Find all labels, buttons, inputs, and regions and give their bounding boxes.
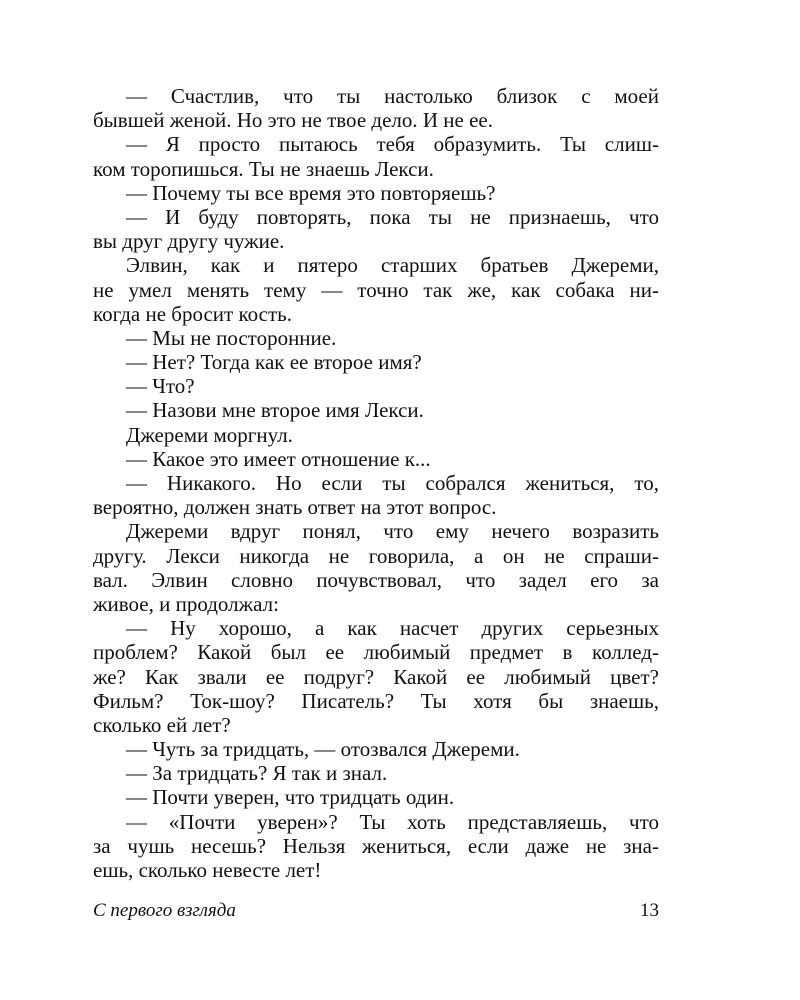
text-line: — И буду повторять, пока ты не признаешь, что — [126, 204, 659, 229]
text-line: — «Почти уверен»? Ты хоть представляешь, что — [126, 809, 659, 834]
text-line: — Какое это имеет отношение к... — [126, 446, 431, 471]
text-line: проблем? Какой был ее любимый предмет в коллед- — [93, 640, 659, 665]
text-line: — Никакого. Но если ты собрался жениться, то, — [126, 471, 659, 495]
text-line: — Почему ты все время это повторяешь? — [126, 180, 496, 205]
text-line: Элвин, как и пятеро старших братьев Джереми, — [126, 253, 659, 278]
text-line: — Я просто пытаюсь тебя образумить. Ты слиш- — [126, 132, 659, 157]
page-number: 13 — [640, 900, 659, 921]
text-line: же? Как звали ее подруг? Какой ее любимый цвет? — [93, 664, 659, 689]
text-line: Джереми моргнул. — [126, 422, 293, 447]
page-footer — [93, 898, 659, 924]
text-line: — Почти уверен, что тридцать один. — [126, 785, 455, 810]
text-line: живое, и продолжал: — [93, 591, 279, 616]
text-line: вал. Элвин словно почувствовал, что задел его за — [93, 567, 659, 592]
text-line: ешь, сколько невесте лет! — [93, 858, 322, 882]
text-line: когда не бросит кость. — [93, 301, 292, 326]
text-line: Джереми вдруг понял, что ему нечего возразить — [126, 519, 659, 544]
text-line: — Что? — [126, 374, 195, 399]
text-line: Фильм? Ток-шоу? Писатель? Ты хотя бы знаешь, — [93, 688, 659, 713]
running-title: С первого взгляда — [93, 900, 236, 921]
text-line: — Назови мне второе имя Лекси. — [126, 398, 424, 423]
text-line: — Ну хорошо, а как насчет других серьезных — [126, 616, 659, 641]
text-line: сколько ей лет? — [93, 712, 231, 737]
text-line: — За тридцать? Я так и знал. — [126, 761, 388, 786]
text-line: вы друг другу чужие. — [93, 229, 285, 254]
text-line: — Мы не посторонние. — [126, 325, 337, 350]
text-line: вероятно, должен знать ответ на этот вопрос. — [93, 495, 497, 520]
text-line: бывшей женой. Но это не твое дело. И не ее. — [93, 108, 493, 133]
text-line: за чушь несешь? Нельзя жениться, если даже не зна- — [93, 833, 659, 858]
page-body-text — [93, 84, 659, 882]
text-line: — Счастлив, что ты настолько близок с моей — [126, 84, 659, 108]
text-line: — Нет? Тогда как ее второе имя? — [126, 350, 422, 375]
text-line: другу. Лекси никогда не говорила, а он не спраши- — [93, 543, 659, 568]
text-line: — Чуть за тридцать, — отозвался Джереми. — [126, 737, 520, 762]
text-line: ком торопишься. Ты не знаешь Лекси. — [93, 156, 434, 181]
text-line: не умел менять тему — точно так же, как собака ни- — [93, 277, 659, 302]
